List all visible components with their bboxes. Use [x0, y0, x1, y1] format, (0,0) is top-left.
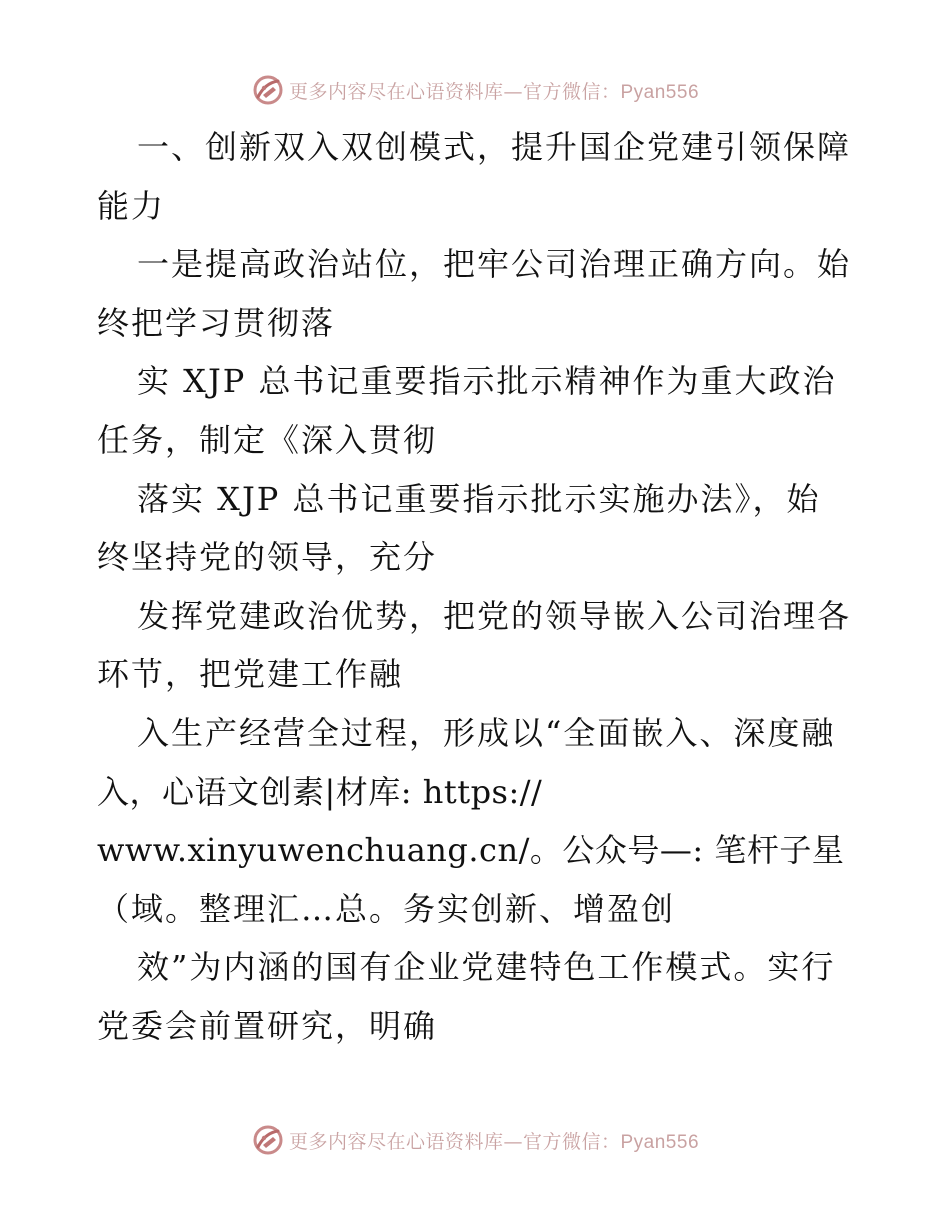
body-line: www.xinyuwenchuang.cn/。公众号—: 笔杆子星: [97, 831, 845, 870]
body-line: 一、创新双入双创模式，提升国企党建引领保障: [137, 128, 852, 166]
document-body: [97, 118, 857, 1056]
body-line: 一是提高政治站位，把牢公司治理正确方向。始: [137, 245, 852, 284]
body-line: 效”为内涵的国有企业党建特色工作模式。实行: [137, 948, 836, 987]
body-line: 落实 XJP 总书记重要指示批示实施办法》，始: [137, 479, 821, 518]
body-line: 任务，制定《深入贯彻: [97, 420, 438, 459]
body-line: 终坚持党的领导，充分: [97, 538, 438, 577]
body-line: 环节，把党建工作融: [97, 655, 404, 694]
body-line: （域。整理汇…总。务实创新、增盈创: [97, 889, 676, 928]
body-line: 入生产经营全过程，形成以“全面嵌入、深度融: [137, 713, 836, 752]
hand-pen-logo-icon: [251, 1123, 285, 1157]
hand-pen-logo-icon: [251, 73, 285, 107]
header-watermark-text: 更多内容尽在心语资料库—官方微信：Pyan556: [288, 80, 700, 103]
header-watermark: [0, 68, 950, 112]
body-line: 能力: [97, 186, 166, 225]
body-line: 发挥党建政治优势，把党的领导嵌入公司治理各: [137, 596, 852, 635]
footer-watermark: [0, 1118, 950, 1162]
body-line: 终把学习贯彻落: [97, 303, 336, 342]
body-line: 党委会前置研究，明确: [97, 1006, 438, 1045]
body-line: 实 XJP 总书记重要指示批示精神作为重大政治: [137, 362, 837, 401]
footer-watermark-text: 更多内容尽在心语资料库—官方微信：Pyan556: [288, 1130, 700, 1153]
body-line: 入，心语文创素|材库: https://: [97, 772, 543, 811]
